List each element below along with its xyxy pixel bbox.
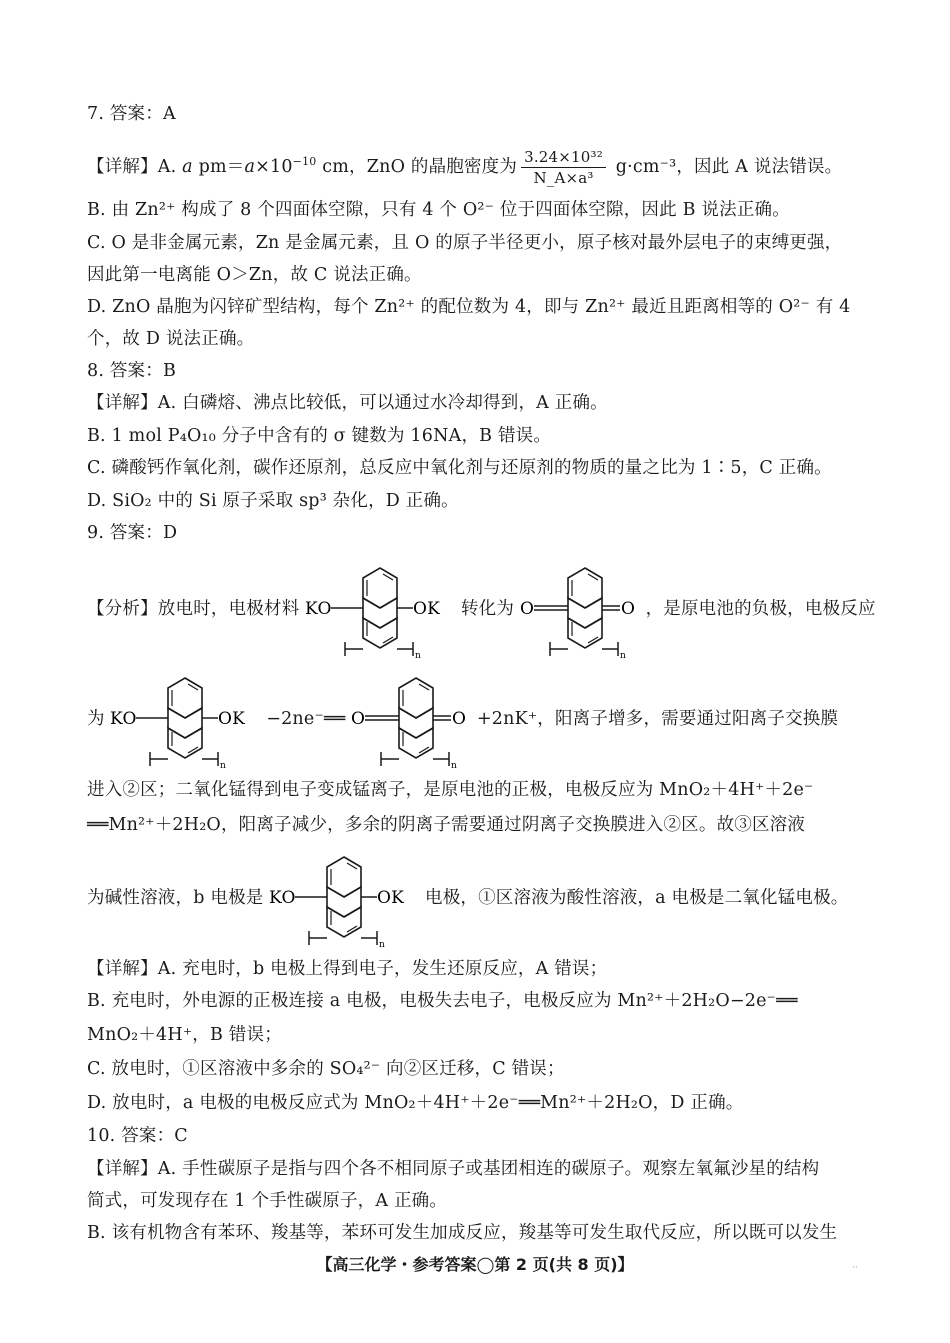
q10-answer: 10. 答案：C: [87, 1126, 188, 1146]
q8-detail-a: 【详解】A. 白磷熔、沸点比较低，可以通过水冷却得到，A 正确。: [87, 393, 608, 413]
q9-detail-b1: B. 充电时，外电源的正极连接 a 电极，电极失去电子，电极反应为 Mn²⁺＋2H₂O−2e⁻══: [87, 991, 798, 1011]
o-label: O: [452, 708, 467, 729]
ko-polymer-structure-3: [269, 847, 419, 951]
ko-label: KO: [269, 887, 296, 908]
ok-label: OK: [413, 598, 441, 619]
q7-detail-c1: C. O 是非金属元素，Zn 是金属元素，且 O 的原子半径更小，原子核对最外层电子的束缚更强，: [87, 233, 843, 253]
n-label: n: [451, 760, 458, 771]
ok-label: OK: [377, 887, 405, 908]
n-label: n: [379, 939, 386, 950]
q9-detail-c: C. 放电时，①区溶液中多余的 SO₄²⁻ 向②区迁移，C 错误；: [87, 1059, 565, 1079]
n-label: n: [415, 650, 422, 661]
o-label: O: [620, 598, 635, 619]
q7-detail-d2: 个，故 D 说法正确。: [87, 329, 255, 349]
o-label: O: [519, 598, 534, 619]
q9-answer: 9. 答案：D: [87, 523, 178, 543]
q9-analysis-line3: 进入②区；二氧化锰得到电子变成锰离子，是原电池的正极，电极反应为 MnO₂＋4H⁺＋2e⁻: [87, 780, 814, 800]
q9-analysis-text-c: ，是原电池的负极，电极反应: [645, 599, 876, 619]
o-label: O: [351, 708, 366, 729]
q9-equation-line: [87, 664, 862, 774]
q9-line5-text-b: 电极，①区溶液为酸性溶液，a 电极是二氧化锰电极。: [425, 888, 849, 908]
quinone-polymer-structure-2: [351, 668, 471, 772]
q9-analysis-text-b: 转化为: [460, 599, 515, 619]
q10-detail-a2: 简式，可发现存在 1 个手性碳原子，A 正确。: [87, 1191, 448, 1211]
q9-detail-a: 【详解】A. 充电时，b 电极上得到电子，发生还原反应，A 错误；: [87, 959, 608, 979]
q9-analysis-text-a: 【分析】放电时，电极材料: [87, 599, 300, 619]
q7-detail-b: B. 由 Zn²⁺ 构成了 8 个四面体空隙，只有 4 个 O²⁻ 位于四面体空隙，因此 B 说法正确。: [87, 200, 790, 220]
q8-answer: 8. 答案：B: [87, 361, 177, 381]
quinone-polymer-structure-1: [520, 558, 640, 662]
ok-label: OK: [218, 708, 246, 729]
ko-polymer-structure-2: [110, 668, 260, 772]
q8-detail-b: B. 1 mol P₄O₁₀ 分子中含有的 σ 键数为 16NA，B 错误。: [87, 426, 552, 446]
density-fraction: $\frac{\text{3.24×10³²}}{\text{N\_A×a³}}$: [521, 147, 606, 188]
q10-detail-a1: 【详解】A. 手性碳原子是指与四个各不相同原子或基团相连的碳原子。观察左氧氟沙星的结构: [87, 1159, 820, 1179]
q7-detail-d1: D. ZnO 晶胞为闪锌矿型结构，每个 Zn²⁺ 的配位数为 4，即与 Zn²⁺ 最近且距离相等的 O²⁻ 有 4: [87, 297, 851, 317]
q7-answer: 7. 答案：A: [87, 104, 176, 124]
n-label: n: [220, 760, 227, 771]
q9-eq-text-wei: 为: [87, 709, 105, 729]
q9-line5-text-a: 为碱性溶液，b 电极是: [87, 888, 264, 908]
q9-eq-text-mid: −2ne⁻══: [266, 709, 346, 729]
q9-detail-b2: MnO₂＋4H⁺，B 错误；: [87, 1025, 282, 1045]
ko-label: KO: [305, 598, 332, 619]
page-mark: ··: [852, 1263, 858, 1273]
q9-eq-text-post: +2nK⁺，阳离子增多，需要通过阳离子交换膜: [476, 709, 839, 729]
q7-detail-a: 【详解】A. a $pm=a\times 10^{-10}$ cm，ZnO 的晶胞密度为 $\frac{\text{3.24×10³²}}{\text{N\_A×a³}}$ g·cm⁻³，因此 A 说法错误。: [87, 148, 843, 187]
q9-analysis-line: [87, 554, 876, 664]
q7-detail-c2: 因此第一电离能 O＞Zn，故 C 说法正确。: [87, 265, 422, 285]
n-label: n: [619, 650, 626, 661]
q9-analysis-line5: [87, 842, 862, 954]
page-footer: 【高三化学・参考答案◯第 2 页(共 8 页)】: [316, 1255, 634, 1274]
q8-detail-c: C. 磷酸钙作氧化剂，碳作还原剂，总反应中氧化剂与还原剂的物质的量之比为 1∶5，C 正确。: [87, 458, 832, 478]
q10-detail-b1: B. 该有机物含有苯环、羧基等，苯环可发生加成反应，羧基等可发生取代反应，所以既可以发生: [87, 1223, 838, 1243]
q9-detail-d: D. 放电时，a 电极的电极反应式为 MnO₂＋4H⁺＋2e⁻══Mn²⁺＋2H₂O，D 正确。: [87, 1093, 744, 1113]
q9-analysis-line4: ══Mn²⁺＋2H₂O，阳离子减少，多余的阴离子需要通过阴离子交换膜进入②区。故③区溶液: [87, 815, 806, 835]
ko-label: KO: [110, 708, 138, 729]
q8-detail-d: D. SiO₂ 中的 Si 原子采取 sp³ 杂化，D 正确。: [87, 491, 459, 511]
ko-polymer-structure-1: [305, 558, 455, 662]
